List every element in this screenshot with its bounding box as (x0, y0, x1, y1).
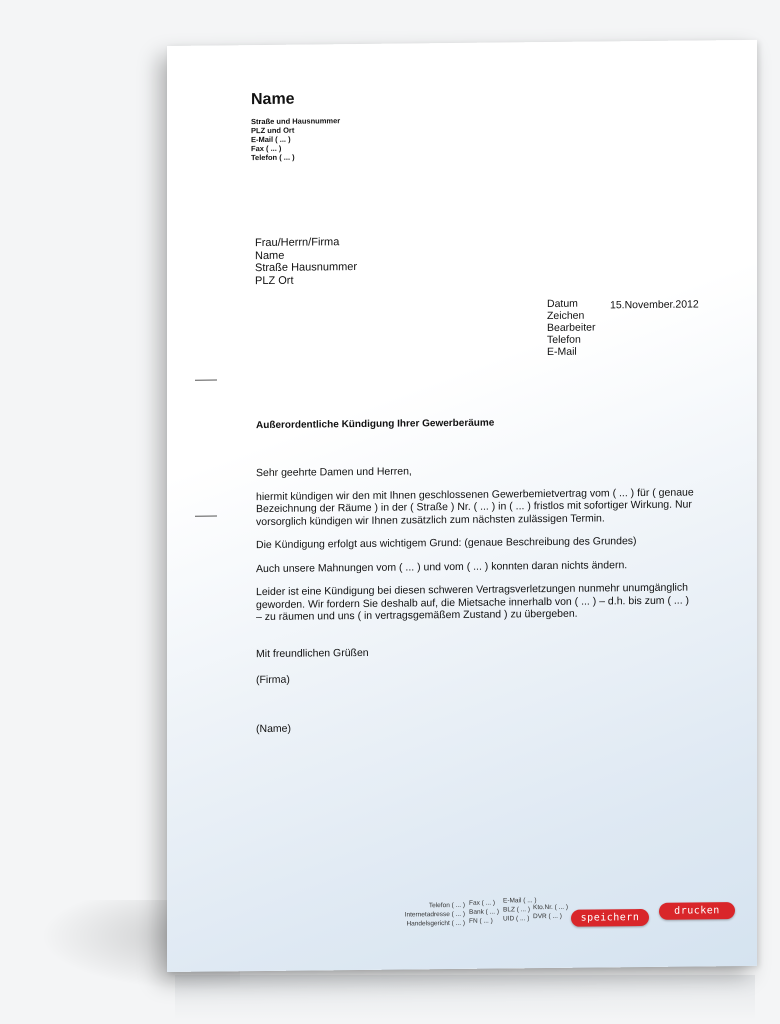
sender-fax: Fax ( ... ) (251, 143, 282, 154)
recipient-salutation-line: Frau/Herrn/Firma (255, 236, 340, 250)
body-paragraph: Leider ist eine Kündigung bei diesen schweren Vertragsverletzungen nunmehr unumgänglich geworden. Wir fordern Sie deshalb auf, die Mietsache innerhalb von ( ... ) – d.h. bis zum ( ... ) – zu räumen und uns ( in vertragsgemäßem Zustand ) zu übergeben. (256, 581, 690, 624)
footer-uid: UID ( ... ) (503, 915, 530, 923)
signature-company: (Firma) (256, 673, 290, 687)
footer-phone: Telefon ( ... ) (428, 901, 465, 910)
sender-phone: Telefon ( ... ) (251, 152, 295, 163)
print-button[interactable]: drucken (659, 902, 735, 920)
letter-salutation: Sehr geehrte Damen und Herren, (256, 465, 412, 480)
fold-mark-middle (195, 515, 217, 516)
footer-email: E-Mail ( ... ) (503, 897, 537, 905)
letter-closing: Mit freundlichen Grüßen (256, 646, 369, 661)
footer-account: Kto.Nr. ( ... ) (533, 903, 569, 912)
meta-label-phone: Telefon (547, 333, 581, 347)
save-button[interactable]: speichern (571, 909, 649, 927)
footer-empty (533, 894, 568, 903)
footer-court: Handelsgericht ( ... ) (406, 919, 465, 928)
sender-street: Straße und Hausnummer (251, 116, 341, 127)
footer-fn: FN ( ... ) (469, 917, 493, 925)
meta-label-clerk: Bearbeiter (547, 321, 596, 335)
recipient-address (255, 236, 357, 287)
body-paragraph: Die Kündigung erfolgt aus wichtigem Grund: (genaue Beschreibung des Grundes) (256, 535, 637, 552)
sender-name: Name (251, 90, 295, 109)
meta-date-value: 15.November.2012 (610, 298, 699, 312)
footer-web: Internetadresse ( ... ) (404, 910, 465, 919)
footer-col-4 (533, 894, 568, 921)
signature-name: (Name) (256, 722, 292, 736)
meta-label-reference: Zeichen (547, 309, 585, 323)
recipient-city: PLZ Ort (255, 274, 294, 287)
meta-label-date: Datum (547, 297, 578, 311)
meta-labels (547, 298, 595, 359)
fold-mark-top (195, 379, 217, 380)
letter-body (256, 462, 696, 634)
body-paragraph: hiermit kündigen wir den mit Ihnen geschlossenen Gewerbemietvertrag vom ( ... ) für ( genaue Bezeichnung der Räume ) in der ( Straße ) Nr. ( ... ) in ( ... ) fristlos mit sofortiger Wirkung. Nur vorsorglich kündigen wir Ihnen zusätzlich zum nächsten zulässigen Termin. (256, 485, 694, 528)
sender-email: E-Mail ( ... ) (251, 134, 291, 145)
paper-reflection (175, 975, 755, 1020)
letter-page (167, 40, 757, 972)
recipient-street: Straße Hausnummer (255, 261, 358, 275)
footer-fax: Fax ( ... ) (469, 899, 495, 907)
recipient-name: Name (255, 249, 285, 262)
footer-col-1 (395, 901, 465, 929)
footer-col-3 (503, 896, 537, 923)
meta-label-email: E-Mail (547, 345, 577, 359)
sender-city: PLZ und Ort (251, 125, 295, 136)
footer-blz: BLZ ( ... ) (503, 906, 531, 914)
body-paragraph: Auch unsere Mahnungen vom ( ... ) und vom ( ... ) konnten daran nichts ändern. (256, 558, 628, 575)
letter-subject: Außerordentliche Kündigung Ihrer Gewerberäume (256, 417, 495, 432)
sender-address (251, 116, 340, 162)
footer-col-2 (469, 899, 499, 926)
footer-bank: Bank ( ... ) (469, 908, 499, 916)
footer-dvr: DVR ( ... ) (533, 912, 562, 921)
